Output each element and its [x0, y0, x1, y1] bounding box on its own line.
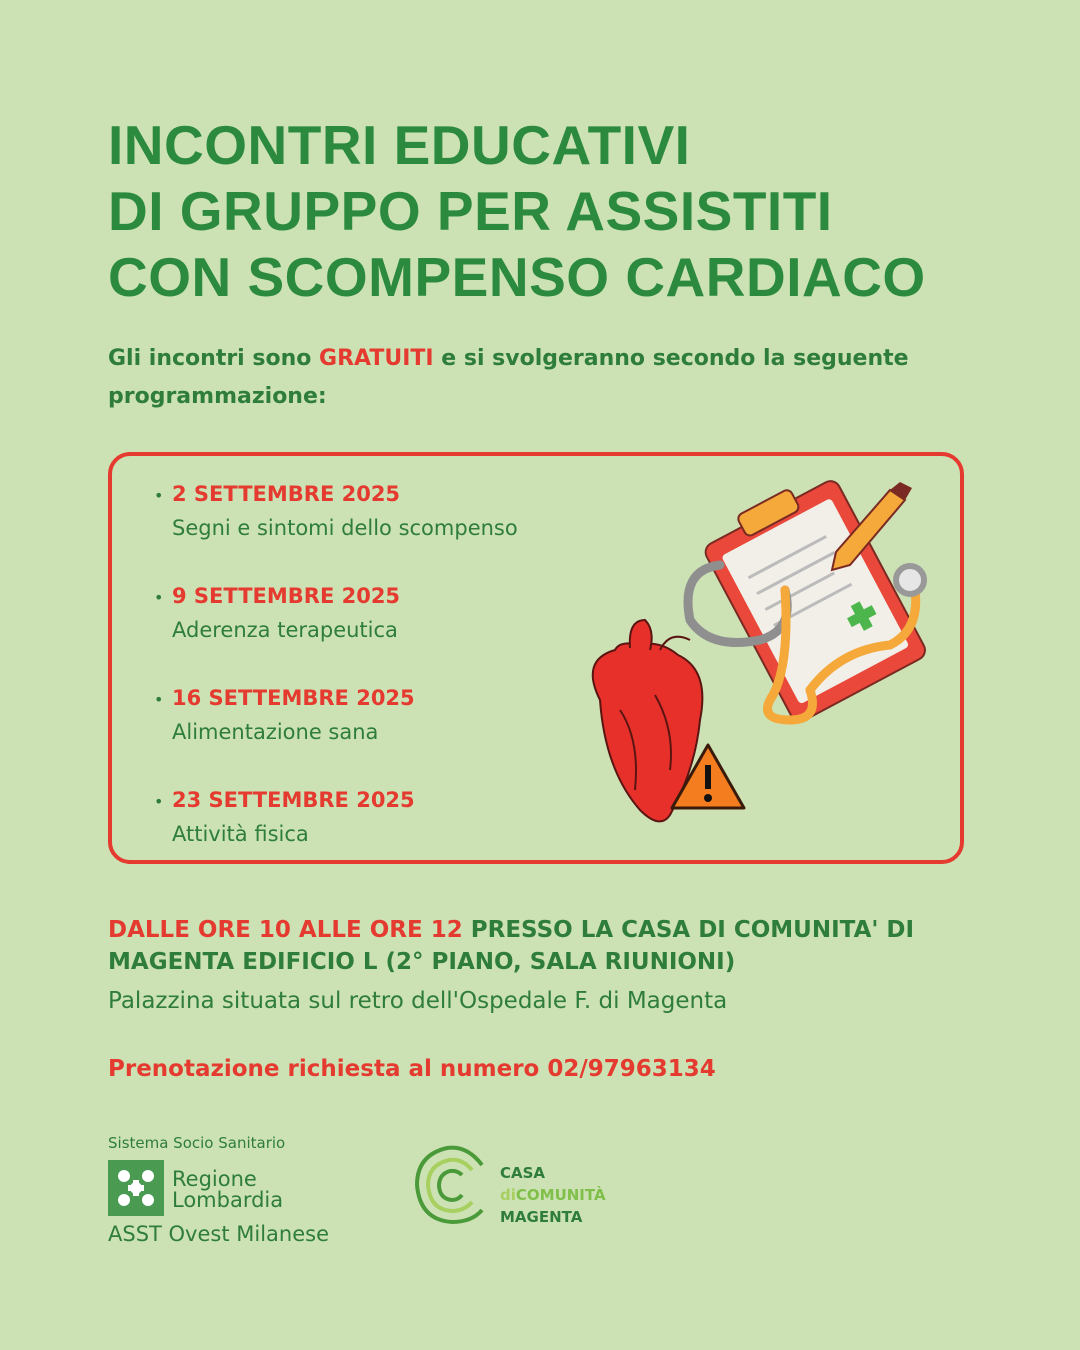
casa-comunita-mark-icon: [412, 1140, 492, 1230]
bullet: •: [154, 792, 164, 811]
region-line-2: Lombardia: [172, 1188, 284, 1212]
casa-comunita: COMUNITÀ: [515, 1186, 606, 1204]
time-highlight: DALLE ORE 10 ALLE ORE 12: [108, 917, 463, 943]
bullet: •: [154, 690, 164, 709]
bullet: •: [154, 486, 164, 505]
session-topic: Attività fisica: [172, 822, 309, 846]
bullet: •: [154, 588, 164, 607]
session-topic: Segni e sintomi dello scompenso: [172, 516, 518, 540]
session-topic: Alimentazione sana: [172, 720, 379, 744]
casa-line-3: MAGENTA: [500, 1208, 583, 1226]
intro-free-highlight: GRATUITI: [319, 346, 434, 371]
intro-after: e si svolgeranno secondo la seguente programmazione:: [108, 346, 909, 409]
casa-line-2: [500, 1186, 606, 1204]
intro-text: [108, 340, 988, 416]
intro-before: Gli incontri sono: [108, 346, 320, 371]
session-date: 23 SETTEMBRE 2025: [172, 788, 415, 812]
session-date: 16 SETTEMBRE 2025: [172, 686, 415, 710]
title-line-2: DI GRUPPO PER ASSISTITI: [108, 180, 833, 242]
title-line-1: INCONTRI EDUCATIVI: [108, 114, 691, 176]
title-line-3: CON SCOMPENSO CARDIACO: [108, 246, 926, 308]
booking-info: Prenotazione richiesta al numero 02/97963134: [108, 1056, 716, 1082]
building-note: Palazzina situata sul retro dell'Ospedale F. di Magenta: [108, 988, 728, 1014]
casa-di: di: [500, 1186, 516, 1204]
region-line-1: Regione: [172, 1167, 257, 1191]
medical-illustration: [560, 470, 960, 850]
regione-lombardia-logo: [108, 1134, 330, 1246]
regione-mark-icon: [108, 1160, 164, 1216]
casa-line-1: CASA: [500, 1164, 546, 1182]
location-text: [108, 914, 1008, 978]
location-place: PRESSO LA CASA DI COMUNITA' DI MAGENTA EDIFICIO L (2° PIANO, SALA RIUNIONI): [108, 917, 915, 975]
system-label: Sistema Socio Sanitario: [108, 1134, 286, 1152]
asst-label: ASST Ovest Milanese: [108, 1222, 330, 1246]
casa-comunita-logo: [412, 1140, 652, 1230]
page-title: [108, 112, 1008, 310]
session-topic: Aderenza terapeutica: [172, 618, 398, 642]
session-date: 9 SETTEMBRE 2025: [172, 584, 401, 608]
session-date: 2 SETTEMBRE 2025: [172, 482, 401, 506]
